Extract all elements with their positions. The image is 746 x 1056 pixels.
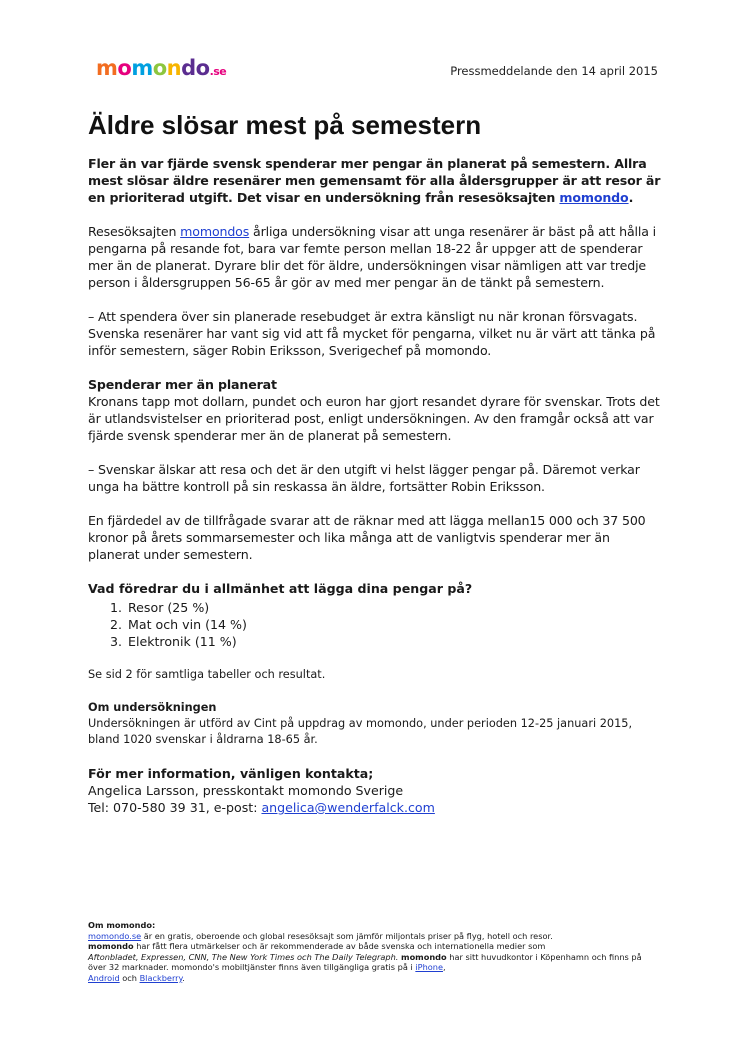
about-survey-text: Undersökningen är utförd av Cint på uppdrag av momondo, under perioden 12-25 januari 2015, bland 1020 svenskar i åldrarna 18-65 år. bbox=[88, 717, 633, 746]
lead-paragraph bbox=[88, 155, 664, 206]
list-number: 1. bbox=[110, 600, 123, 615]
list-item bbox=[110, 633, 664, 650]
question-heading: Vad föredrar du i allmänhet att lägga dina pengar på? bbox=[88, 581, 473, 596]
contact-block bbox=[88, 765, 664, 816]
p1-before: Resesöksajten bbox=[88, 224, 181, 239]
p1-after: årliga undersökning visar att unga resenärer är bäst på att hålla i pengarna på resande fot, bara var femte person mellan 18-22 år uppger att de spenderar mer än de planerat. Dyrare blir det för äldre, undersökningen visar nämligen att var tredje person i åldersgruppen 56-65 år gör av med mer pengar än de tänkt på semestern. bbox=[88, 224, 656, 290]
footer-line-2: har fått flera utmärkelser och är rekommenderade av både svenska och internationella medier som bbox=[133, 941, 546, 952]
momondo-logo[interactable] bbox=[96, 55, 226, 85]
iphone-link[interactable]: iPhone bbox=[415, 962, 443, 973]
about-momondo-footer bbox=[88, 920, 648, 984]
logo-suffix: .se bbox=[209, 65, 227, 78]
paragraph-1 bbox=[88, 223, 664, 291]
footer-brand: momondo bbox=[88, 941, 134, 952]
footer-heading: Om momondo: bbox=[88, 920, 156, 930]
momondo-se-link[interactable]: momondo.se bbox=[88, 930, 142, 941]
document-body bbox=[88, 108, 664, 816]
footer-line-3: har sitt huvudkontor i Köpenhamn och finns på över 32 marknader. momondo's mobiltjänster finns även tillgängliga gratis på i bbox=[88, 951, 642, 973]
about-survey-heading: Om undersökningen bbox=[88, 701, 217, 714]
lead-end: . bbox=[628, 190, 634, 205]
logo-letter: m bbox=[131, 56, 153, 80]
footer-brand: momondo bbox=[401, 951, 447, 962]
logo-letter: do bbox=[181, 56, 210, 80]
list-item bbox=[110, 599, 664, 616]
android-link[interactable]: Android bbox=[88, 972, 120, 983]
list-text: Resor (25 %) bbox=[128, 600, 210, 615]
paragraph-4: En fjärdedel av de tillfrågade svarar att de räknar med att lägga mellan15 000 och 37 500 kronor på årets sommarsemester och lika många att de vanligtvis spenderar mer än planerat under semestern. bbox=[88, 513, 646, 562]
contact-phone: Tel: 070-580 39 31, e-post: bbox=[88, 800, 262, 815]
momondos-link[interactable]: momondos bbox=[180, 224, 250, 239]
section-spenderar bbox=[88, 376, 664, 444]
footer-comma: , bbox=[443, 962, 446, 973]
footer-media: Aftonbladet, Expressen, CNN, The New York Times och The Daily Telegraph. bbox=[88, 951, 399, 962]
contact-heading: För mer information, vänligen kontakta; bbox=[88, 766, 374, 781]
logo-letter: o bbox=[152, 56, 167, 80]
list-number: 3. bbox=[110, 634, 123, 649]
paragraph-3-quote: – Svenskar älskar att resa och det är den utgift vi helst lägger pengar på. Däremot verkar unga ha bättre kontroll på sin reskassa än äldre, fortsätter Robin Eriksson. bbox=[88, 462, 640, 494]
contact-name: Angelica Larsson, presskontakt momondo Sverige bbox=[88, 783, 404, 798]
answer-list bbox=[110, 599, 664, 650]
email-link[interactable]: angelica@wenderfalck.com bbox=[261, 800, 435, 815]
logo-letter: n bbox=[166, 56, 182, 80]
momondo-link[interactable]: momondo bbox=[559, 190, 629, 205]
list-item bbox=[110, 616, 664, 633]
footer-end: . bbox=[182, 972, 185, 983]
section-heading: Spenderar mer än planerat bbox=[88, 377, 277, 392]
footer-och: och bbox=[119, 972, 140, 983]
list-text: Mat och vin (14 %) bbox=[128, 617, 247, 632]
list-number: 2. bbox=[110, 617, 123, 632]
about-survey bbox=[88, 700, 664, 748]
footer-line-1: är en gratis, oberoende och global resesöksajt som jämför miljontals priser på flyg, hotell och resor. bbox=[141, 930, 553, 941]
page-header bbox=[96, 55, 658, 85]
blackberry-link[interactable]: Blackberry bbox=[139, 972, 183, 983]
page-title: Äldre slösar mest på semestern bbox=[88, 110, 482, 140]
paragraph-2-quote: – Att spendera över sin planerade resebudget är extra känsligt nu när kronan försvagats. Svenska resenärer har vant sig vid att få mycket för pengarna, vilket nu är värt att tänka på inför semestern, säger Robin Eriksson, Sverigechef på momondo. bbox=[88, 309, 656, 358]
see-page-note: Se sid 2 för samtliga tabeller och resultat. bbox=[88, 668, 326, 681]
lead-text: Fler än var fjärde svensk spenderar mer pengar än planerat på semestern. Allra mest slösar äldre resenärer men gemensamt för alla åldersgrupper är att resor är en prioriterad utgift. Det visar en undersökning från resesöksajten bbox=[88, 156, 661, 205]
list-text: Elektronik (11 %) bbox=[128, 634, 237, 649]
footer-text bbox=[88, 931, 648, 984]
contact-phone-email bbox=[88, 799, 664, 816]
section-text: Kronans tapp mot dollarn, pundet och euron har gjort resandet dyrare för svenskar. Trots det är utlandsvistelser en prioriterad post, enligt undersökningen. Av den framgår också att var fjärde svensk spenderar mer än de planerat på semestern. bbox=[88, 394, 660, 443]
press-release-date: Pressmeddelande den 14 april 2015 bbox=[450, 64, 658, 78]
logo-letter: m bbox=[96, 56, 118, 80]
logo-letter: o bbox=[117, 56, 132, 80]
